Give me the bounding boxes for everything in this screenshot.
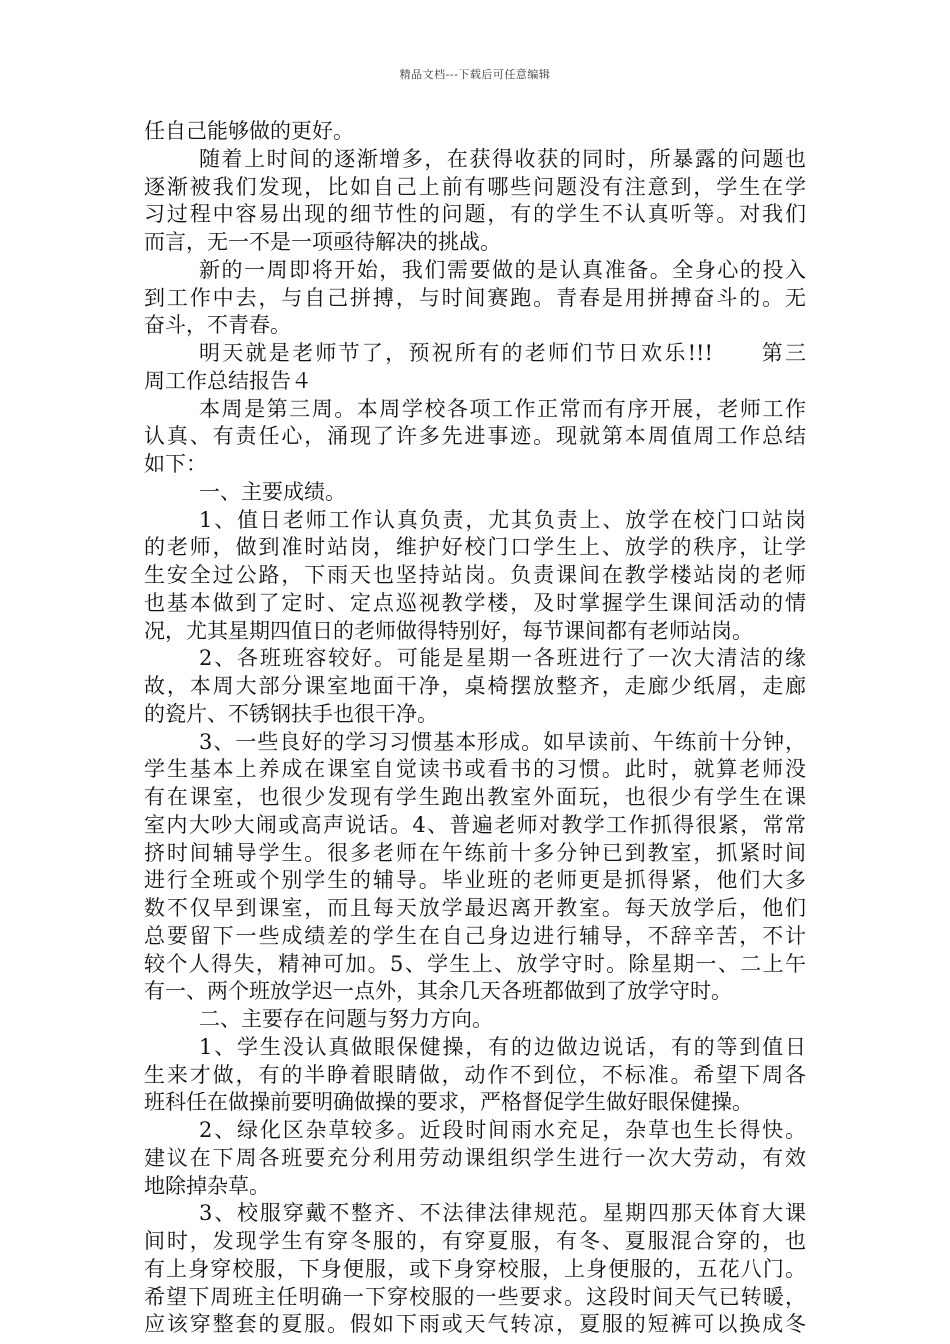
text-line: 奋斗，不青春。 <box>144 313 291 338</box>
text-line: 而言，无一不是一项亟待解决的挑战。 <box>144 230 501 254</box>
text-line: 进行全班或个别学生的辅导。毕业班的老师更是抓得紧，他们大多 <box>144 868 806 893</box>
text-line: 较个人得失，精神可加。5、学生上、放学守时。除星期一、二上午 <box>144 951 806 976</box>
text-line: 3、校服穿戴不整齐、不法律法律规范。星期四那天体育大课 <box>199 1201 806 1226</box>
text-line: 故，本周大部分课室地面干净，桌椅摆放整齐，走廊少纸屑，走廊 <box>144 674 806 698</box>
text-line: 新的一周即将开始，我们需要做的是认真准备。全身心的投入 <box>199 257 806 282</box>
text-line: 2、各班班容较好。可能是星期一各班进行了一次大清洁的缘 <box>199 646 806 671</box>
text-line: 任自己能够做的更好。 <box>144 119 354 143</box>
text-line: 数不仅早到课室，而且每天放学最迟离开教室。每天放学后，他们 <box>144 896 806 920</box>
text-line: 习过程中容易出现的细节性的问题，有的学生不认真听等。对我们 <box>144 202 806 227</box>
text-line: 生安全过公路，下雨天也坚持站岗。负责课间在教学楼站岗的老师 <box>144 563 806 587</box>
text-line: 室内大吵大闹或高声说话。4、普遍老师对教学工作抓得很紧，常常 <box>144 812 806 837</box>
text-line: 生来才做，有的半睁着眼睛做，动作不到位，不标准。希望下周各 <box>144 1062 806 1087</box>
text-line: 随着上时间的逐渐增多，在获得收获的同时，所暴露的问题也 <box>199 146 806 171</box>
text-line: 有上身穿校服，下身便服，或下身穿校服，上身便服的，五花八门。 <box>144 1256 806 1281</box>
text-line: 逐渐被我们发现，比如自己上前有哪些问题没有注意到，学生在学 <box>144 174 806 199</box>
text-line: 1、学生没认真做眼保健操，有的边做边说话，有的等到值日 <box>199 1034 806 1059</box>
document-body <box>144 118 806 1339</box>
text-line: 有在课室，也很少发现有学生跑出教室外面玩，也很少有学生在课 <box>144 785 806 809</box>
text-line: 挤时间辅导学生。很多老师在午练前十多分钟已到教室，抓紧时间 <box>144 840 806 865</box>
text-line: 到工作中去，与自己拼搏，与时间赛跑。青春是用拼搏奋斗的。无 <box>144 285 806 310</box>
text-line: 一、主要成绩。 <box>199 479 346 504</box>
text-line: 本周是第三周。本周学校各项工作正常而有序开展，老师工作 <box>199 396 806 421</box>
text-line: 况，尤其星期四值日的老师做得特别好，每节课间都有老师站岗。 <box>144 618 753 643</box>
text-line: 学生基本上养成在课室自觉读书或看书的习惯。此时，就算老师没 <box>144 757 806 782</box>
text-line: 建议在下周各班要充分利用劳动课组织学生进行一次大劳动，有效 <box>144 1145 806 1170</box>
text-line: 如下： <box>144 452 207 476</box>
text-line: 也基本做到了定时、定点巡视教学楼，及时掌握学生课间活动的情 <box>144 590 806 615</box>
text-line: 二、主要存在问题与努力方向。 <box>199 1007 493 1031</box>
text-line: 的老师，做到准时站岗，维护好校门口学生上、放学的秩序，让学 <box>144 535 806 560</box>
text-line: 地除掉杂草。 <box>144 1173 270 1198</box>
text-line: 周工作总结报告４ <box>144 368 312 393</box>
text-line: 总要留下一些成绩差的学生在自己身边进行辅导，不辞辛苦，不计 <box>144 923 806 948</box>
text-line: 有一、两个班放学迟一点外，其余几天各班都做到了放学守时。 <box>144 979 732 1004</box>
text-line: 1、值日老师工作认真负责，尤其负责上、放学在校门口站岗 <box>199 507 806 532</box>
text-line: 希望下周班主任明确一下穿校服的一些要求。这段时间天气已转暖， <box>144 1284 806 1309</box>
text-line: 认真、有责任心，涌现了许多先进事迹。现就第本周值周工作总结 <box>144 424 806 449</box>
text-line: 班科任在做操前要明确做操的要求，严格督促学生做好眼保健操。 <box>144 1090 753 1115</box>
text-line: 应该穿整套的夏服。假如下雨或天气转凉，夏服的短裤可以换成冬 <box>144 1312 806 1337</box>
text-line: 明天就是老师节了，预祝所有的老师们节日欢乐!!! 第三 <box>199 341 806 365</box>
page-header: 精品文档---下载后可任意编辑 <box>399 68 551 81</box>
text-line: 间时，发现学生有穿冬服的，有穿夏服，有冬、夏服混合穿的，也 <box>144 1229 806 1253</box>
text-line: 3、一些良好的学习习惯基本形成。如早读前、午练前十分钟， <box>199 729 806 754</box>
text-line: 的瓷片、不锈钢扶手也很干净。 <box>144 701 438 726</box>
text-line: 2、绿化区杂草较多。近段时间雨水充足，杂草也生长得快。 <box>199 1118 806 1142</box>
